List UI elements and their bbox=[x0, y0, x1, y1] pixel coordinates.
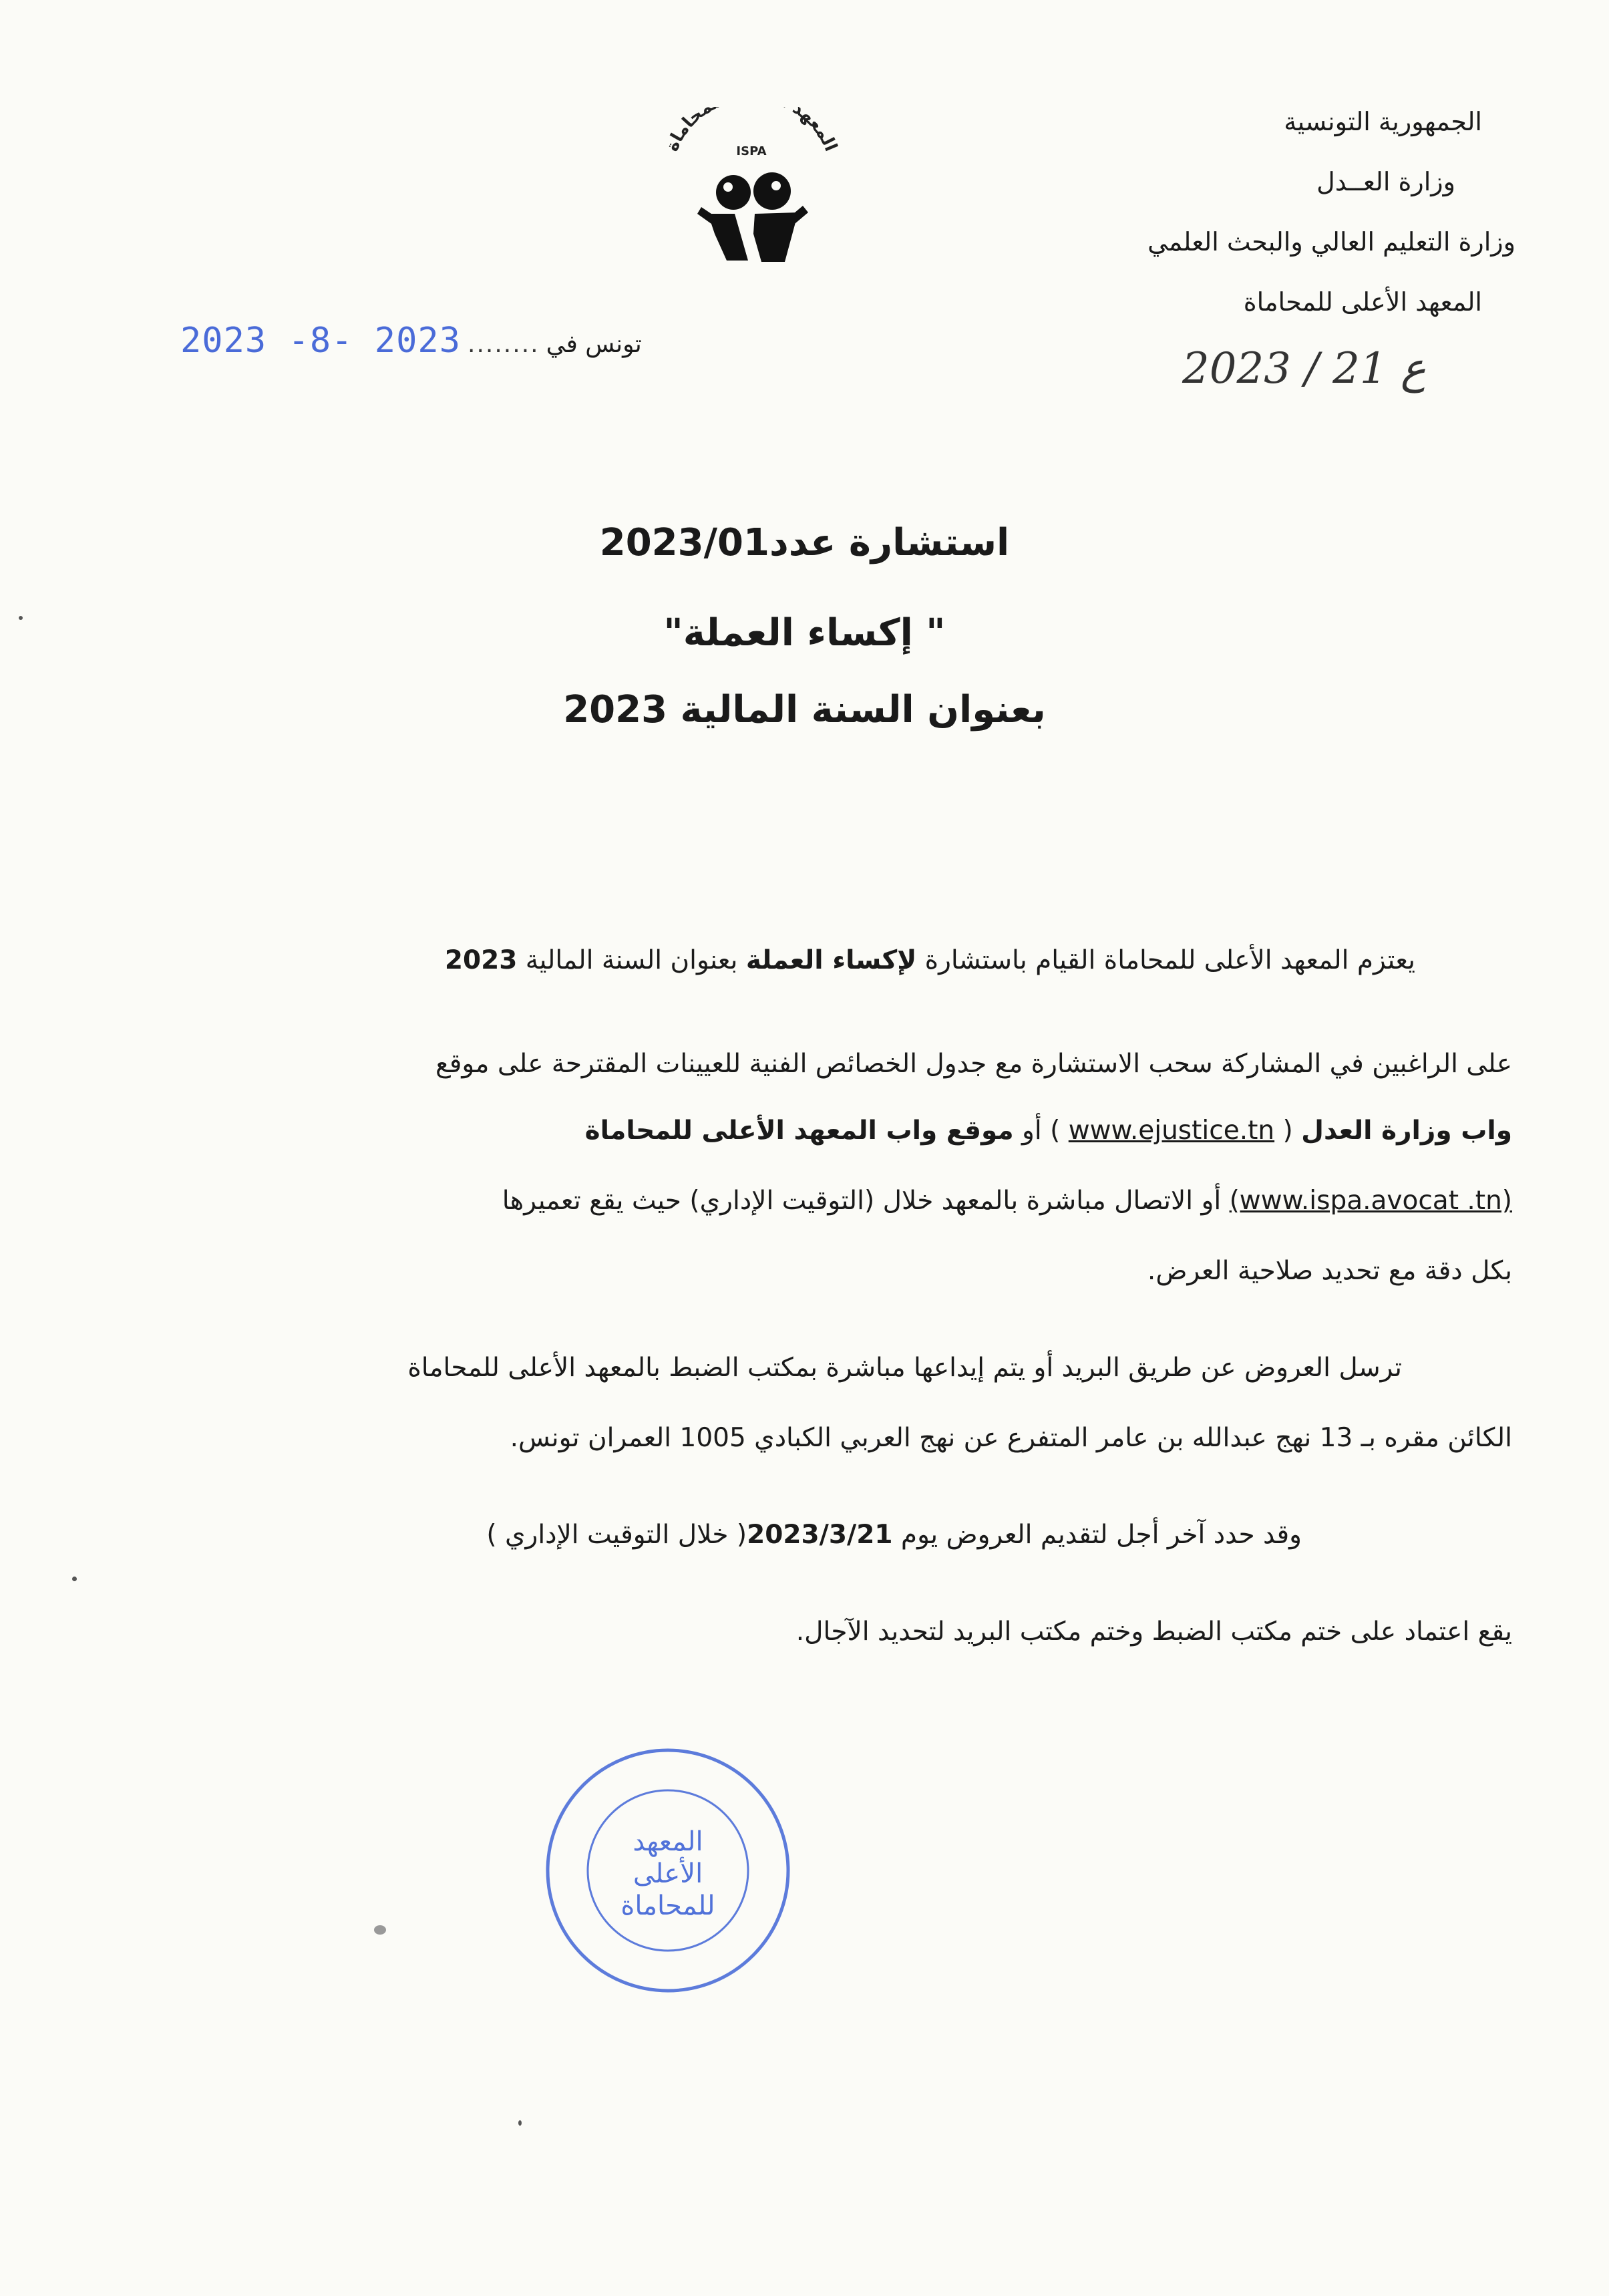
stamp-center-line-3: للمحاماة bbox=[620, 1891, 715, 1921]
date-label: تونس في bbox=[546, 331, 642, 358]
title-line-2: " إكساء العملة" bbox=[663, 611, 946, 655]
date-dots: ........ bbox=[468, 331, 540, 358]
logo-arc-text: المعهد محاماة bbox=[662, 107, 841, 155]
title-consultation-label: استشارة عدد bbox=[769, 521, 1010, 564]
date-line bbox=[180, 321, 642, 361]
header-ministry-justice: وزارة العــدل bbox=[1316, 167, 1455, 196]
stamp-center-line-2: الأعلى bbox=[633, 1858, 703, 1889]
reference-handwritten: 2023 / 21 ع bbox=[1182, 344, 1427, 393]
paragraph-2-line-3 bbox=[502, 1186, 1512, 1216]
paragraph-2-line-4: بكل دقة مع تحديد صلاحية العرض. bbox=[1147, 1256, 1512, 1286]
paragraph-2-line-2 bbox=[585, 1116, 1512, 1146]
p1-bold-subject: لإكساء العملة bbox=[745, 945, 917, 975]
p1-text-b: بعنوان السنة المالية bbox=[517, 945, 746, 975]
scan-speck bbox=[374, 1925, 386, 1935]
p2-line3-rest: أو الاتصال مباشرة بالمعهد خلال (التوقيت الإداري) حيث يقع تعميرها bbox=[502, 1186, 1230, 1216]
paragraph-3-line-2: الكائن مقره بـ 13 نهج عبدالله بن عامر المتفرع عن نهج العربي الكبادي 1005 العمران تونس. bbox=[510, 1423, 1512, 1453]
p4-deadline-date: 2023/3/21 bbox=[747, 1520, 893, 1550]
scan-speck bbox=[19, 616, 23, 620]
p4-admin-hours: ( خلال التوقيت الإداري ) bbox=[486, 1520, 747, 1550]
stamp-outer-text bbox=[541, 1744, 551, 1749]
svg-text:وزارة التعليم العالي والبحث ال bbox=[541, 1744, 551, 1749]
p1-year: 2023 bbox=[444, 945, 518, 975]
date-handwritten: 2023 -8- 2023 bbox=[180, 321, 462, 361]
link-ejustice[interactable]: www.ejustice.tn bbox=[1068, 1116, 1275, 1146]
paragraph-4 bbox=[486, 1520, 1302, 1550]
p2-paren-close: ) bbox=[1041, 1116, 1069, 1146]
header-institute: المعهد الأعلى للمحاماة bbox=[1243, 287, 1482, 317]
paragraph-2-line-1: على الراغبين في المشاركة سحب الاستشارة مع جدول الخصائص الفنية للعيينات المقترحة على موقع bbox=[435, 1049, 1512, 1079]
p2-or: أو bbox=[1013, 1116, 1042, 1146]
logo-acronym: ISPA bbox=[736, 144, 767, 158]
p2-institute-site: موقع واب المعهد الأعلى للمحاماة bbox=[584, 1116, 1014, 1146]
official-stamp bbox=[541, 1744, 795, 1997]
title-line-3: بعنوان السنة المالية 2023 bbox=[563, 688, 1046, 731]
link-ispa[interactable]: (www.ispa.avocat .tn) bbox=[1229, 1186, 1512, 1216]
scan-speck bbox=[72, 1577, 77, 1581]
p4-text: وقد حدد آخر أجل لتقديم العروض يوم bbox=[892, 1520, 1302, 1550]
p2-ministry-site: واب وزارة العدل bbox=[1301, 1116, 1512, 1146]
header-republic: الجمهورية التونسية bbox=[1284, 107, 1482, 136]
scan-speck bbox=[518, 2120, 522, 2126]
ispa-logo bbox=[648, 107, 855, 281]
title-line-1 bbox=[0, 521, 1609, 564]
paragraph-5: يقع اعتماد على ختم مكتب الضبط وختم مكتب البريد لتحديد الآجال. bbox=[795, 1617, 1512, 1647]
title-consultation-number: 2023/01 bbox=[599, 521, 769, 564]
p2-paren-open: ( bbox=[1274, 1116, 1302, 1146]
header-ministry-higher-education: وزارة التعليم العالي والبحث العلمي bbox=[1147, 227, 1515, 257]
paragraph-3-line-1: ترسل العروض عن طريق البريد أو يتم إيداعها مباشرة بمكتب الضبط بالمعهد الأعلى للمحاماة bbox=[407, 1353, 1402, 1383]
p1-text-a: يعتزم المعهد الأعلى للمحاماة القيام باستشارة bbox=[916, 945, 1415, 975]
paragraph-1 bbox=[445, 945, 1415, 975]
stamp-center-line-1: المعهد bbox=[633, 1826, 703, 1857]
